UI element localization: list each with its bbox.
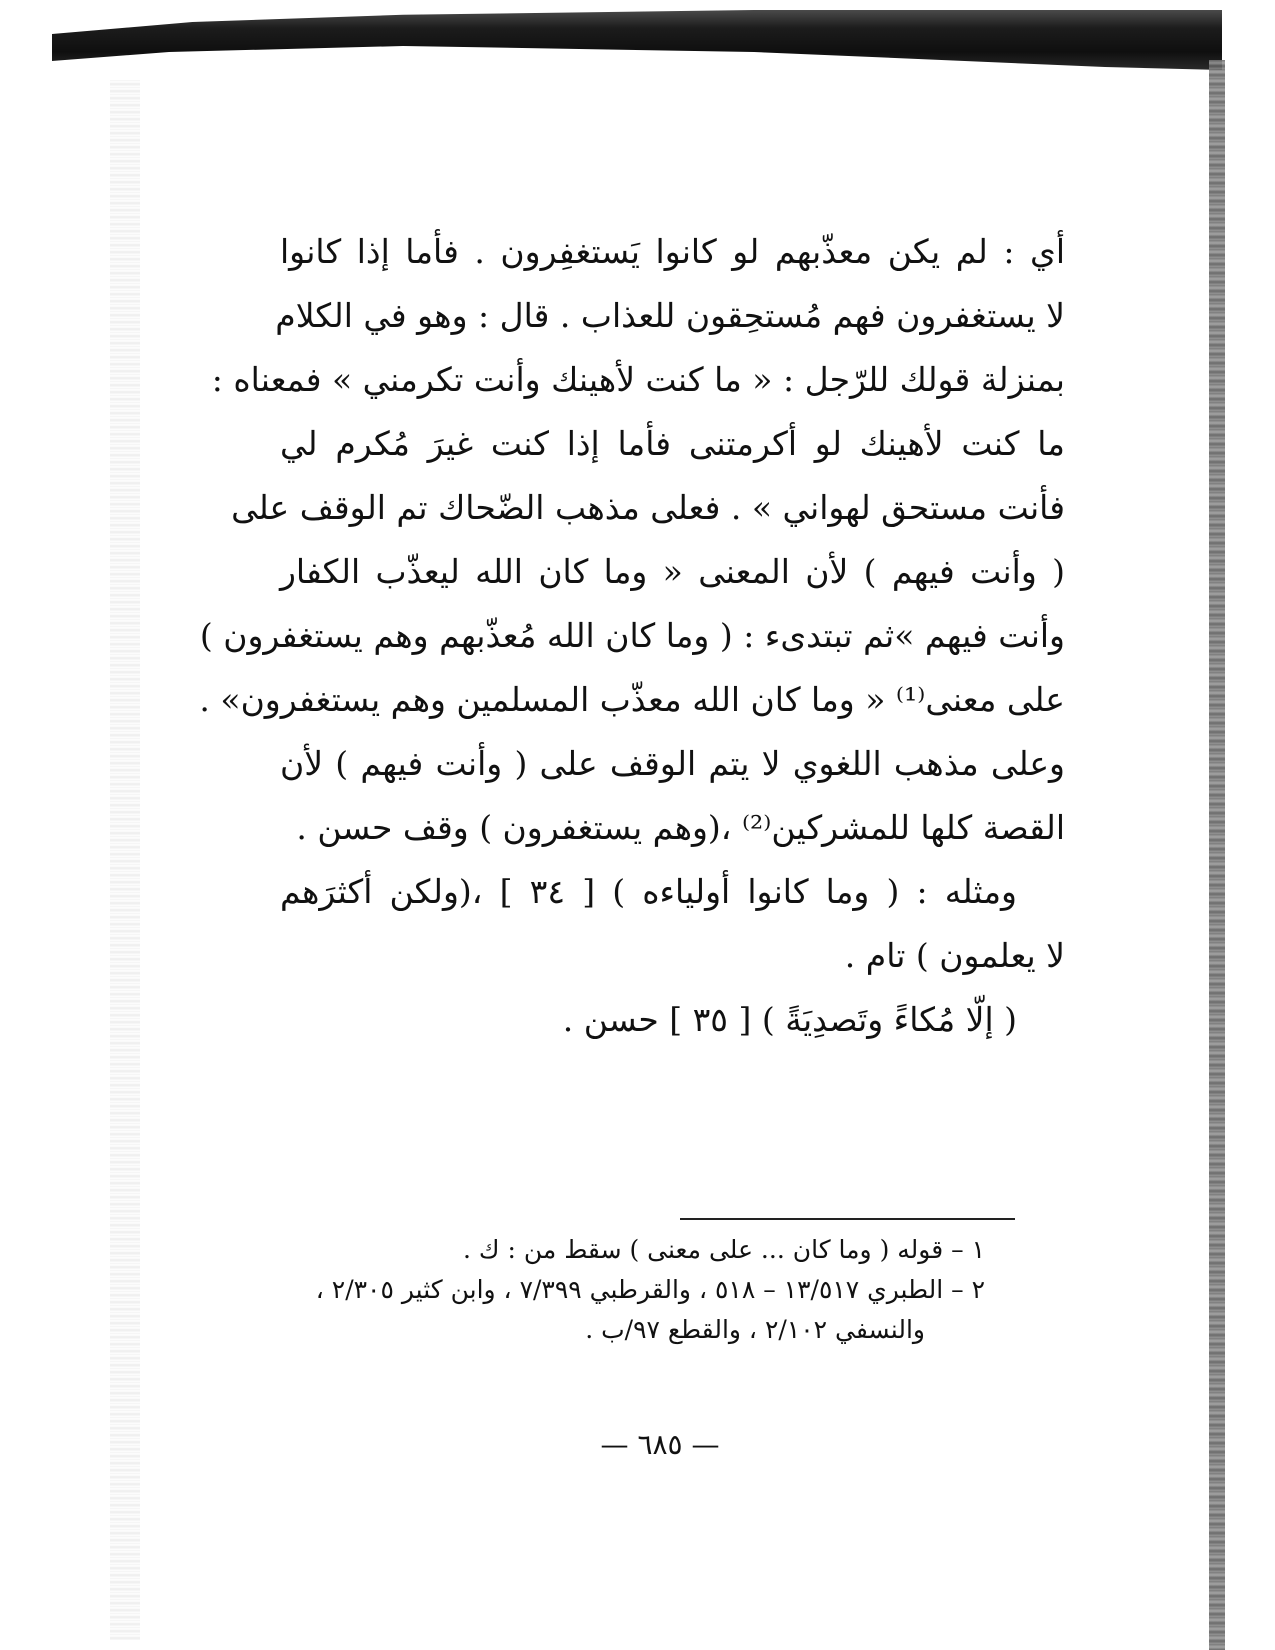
text-line: ما كنت لأهينك لو أكرمتنى فأما إذا كنت غيرَ مُكرم لي <box>280 424 1065 463</box>
text-line: لا يستغفرون فهم مُستحِقون للعذاب . قال : وهو في الكلام <box>275 296 1065 335</box>
text-line: وأنت فيهم »ثم تبتدىء : ( وما كان الله مُعذّبهم وهم يستغفرون ) <box>199 616 1065 655</box>
text-line: ومثله : ( وما كانوا أولياءه ) [ ٣٤ ] ،(ولكن أكثرَهم <box>280 872 1017 911</box>
main-text <box>199 228 1065 1060</box>
text-line: فأنت مستحق لهواني » . فعلى مذهب الضّحاك تم الوقف على <box>231 488 1065 527</box>
scan-top-edge <box>52 10 1222 70</box>
text-line: ( وأنت فيهم ) لأن المعنى « وما كان الله ليعذّب الكفار <box>280 552 1065 591</box>
footnote: ٢ – الطبري ١٣/٥١٧ – ٥١٨ ، والقرطبي ٧/٣٩٩ ، وابن كثير ٢/٣٠٥ ، <box>315 1275 985 1304</box>
text-line: لا يعلمون ) تام . <box>844 936 1065 975</box>
scan-left-gutter <box>110 80 140 1640</box>
footnotes <box>280 1230 985 1350</box>
text-line: القصة كلها للمشركين⁽²⁾ ،(وهم يستغفرون ) وقف حسن . <box>296 808 1065 847</box>
footnote: والنسفي ٢/١٠٢ ، والقطع ٩٧/ب . <box>585 1315 925 1344</box>
text-line: أي : لم يكن معذّبهم لو كانوا يَستغفِرون . فأما إذا كانوا <box>280 232 1065 271</box>
page-number: — ٦٨٥ — <box>600 1428 720 1461</box>
text-line: وعلى مذهب اللغوي لا يتم الوقف على ( وأنت فيهم ) لأن <box>280 744 1065 783</box>
footnote-divider <box>680 1218 1015 1220</box>
text-line: ( إلّا مُكاءً وتَصدِيَةً ) [ ٣٥ ] حسن . <box>562 1000 1017 1039</box>
footnote: ١ – قوله ( وما كان ... على معنى ) سقط من : ك . <box>463 1235 985 1264</box>
text-line: بمنزلة قولك للرّجل : « ما كنت لأهينك وأنت تكرمني » فمعناه : <box>211 360 1065 399</box>
text-line: على معنى⁽¹⁾ « وما كان الله معذّب المسلمين وهم يستغفرون» . <box>199 680 1065 719</box>
scan-right-edge <box>1209 60 1225 1650</box>
